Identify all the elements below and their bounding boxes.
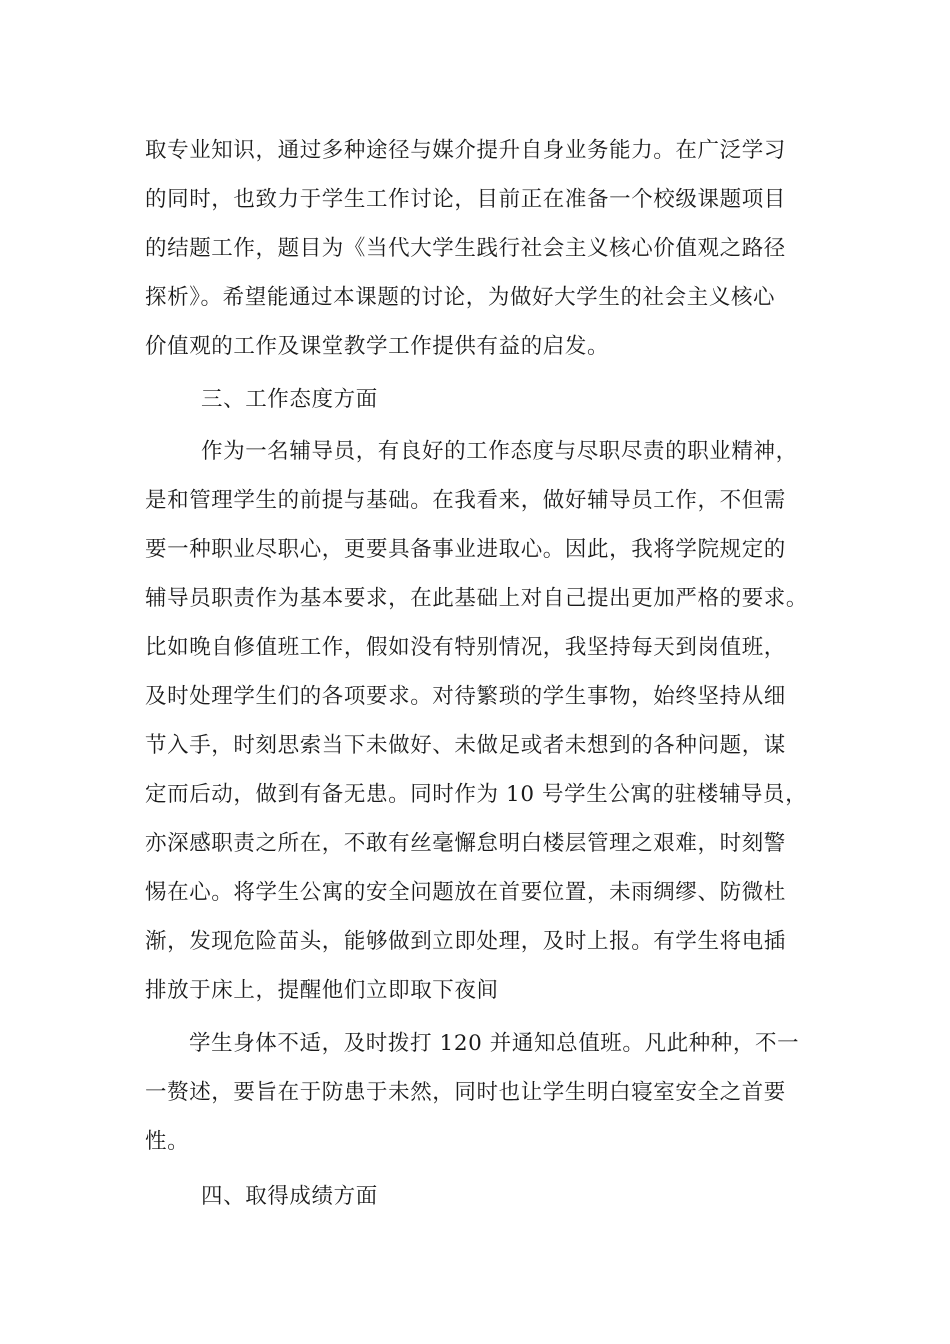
- paragraph-line: 一赘述，要旨在于防患于未然，同时也让学生明白寝室安全之首要: [145, 1080, 786, 1105]
- paragraph-line: 渐，发现危险苗头，能够做到立即处理，及时上报。有学生将电插: [145, 929, 786, 954]
- paragraph-line: 比如晚自修值班工作，假如没有特别情况，我坚持每天到岗值班，: [145, 635, 786, 660]
- paragraph-line: 价值观的工作及课堂教学工作提供有益的启发。: [145, 334, 610, 359]
- paragraph-line: 定而后动，做到有备无患。同时作为 10 号学生公寓的驻楼辅导员，: [145, 782, 808, 807]
- paragraph-line: 亦深感职责之所在，不敢有丝毫懈怠明白楼层管理之艰难，时刻警: [145, 831, 786, 856]
- paragraph-line: 是和管理学生的前提与基础。在我看来，做好辅导员工作，不但需: [145, 488, 786, 513]
- paragraph-line: 学生身体不适，及时拨打 120 并通知总值班。凡此种种，不一: [189, 1031, 800, 1056]
- paragraph-line: 取专业知识，通过多种途径与媒介提升自身业务能力。在广泛学习: [145, 138, 786, 163]
- paragraph-line: 的同时，也致力于学生工作讨论，目前正在准备一个校级课题项目: [145, 187, 786, 212]
- paragraph-line: 探析》。希望能通过本课题的讨论，为做好大学生的社会主义核心: [145, 285, 776, 310]
- paragraph-line: 性。: [145, 1129, 190, 1154]
- paragraph-line: 辅导员职责作为基本要求，在此基础上对自己提出更加严格的要求。: [145, 586, 809, 611]
- paragraph-line: 排放于床上，提醒他们立即取下夜间: [145, 978, 499, 1003]
- paragraph-line: 作为一名辅导员，有良好的工作态度与尽职尽责的职业精神，: [201, 439, 798, 464]
- paragraph-line: 及时处理学生们的各项要求。对待繁琐的学生事物，始终坚持从细: [145, 684, 786, 709]
- section-heading-work-attitude: 三、工作态度方面: [201, 387, 378, 412]
- paragraph-line: 惕在心。将学生公寓的安全问题放在首要位置，未雨绸缪、防微杜: [145, 880, 786, 905]
- section-heading-achievements: 四、取得成绩方面: [201, 1184, 378, 1209]
- paragraph-line: 要一种职业尽职心，更要具备事业进取心。因此，我将学院规定的: [145, 537, 786, 562]
- paragraph-line: 的结题工作，题目为《当代大学生践行社会主义核心价值观之路径: [145, 236, 786, 261]
- paragraph-line: 节入手，时刻思索当下未做好、未做足或者未想到的各种问题，谋: [145, 733, 786, 758]
